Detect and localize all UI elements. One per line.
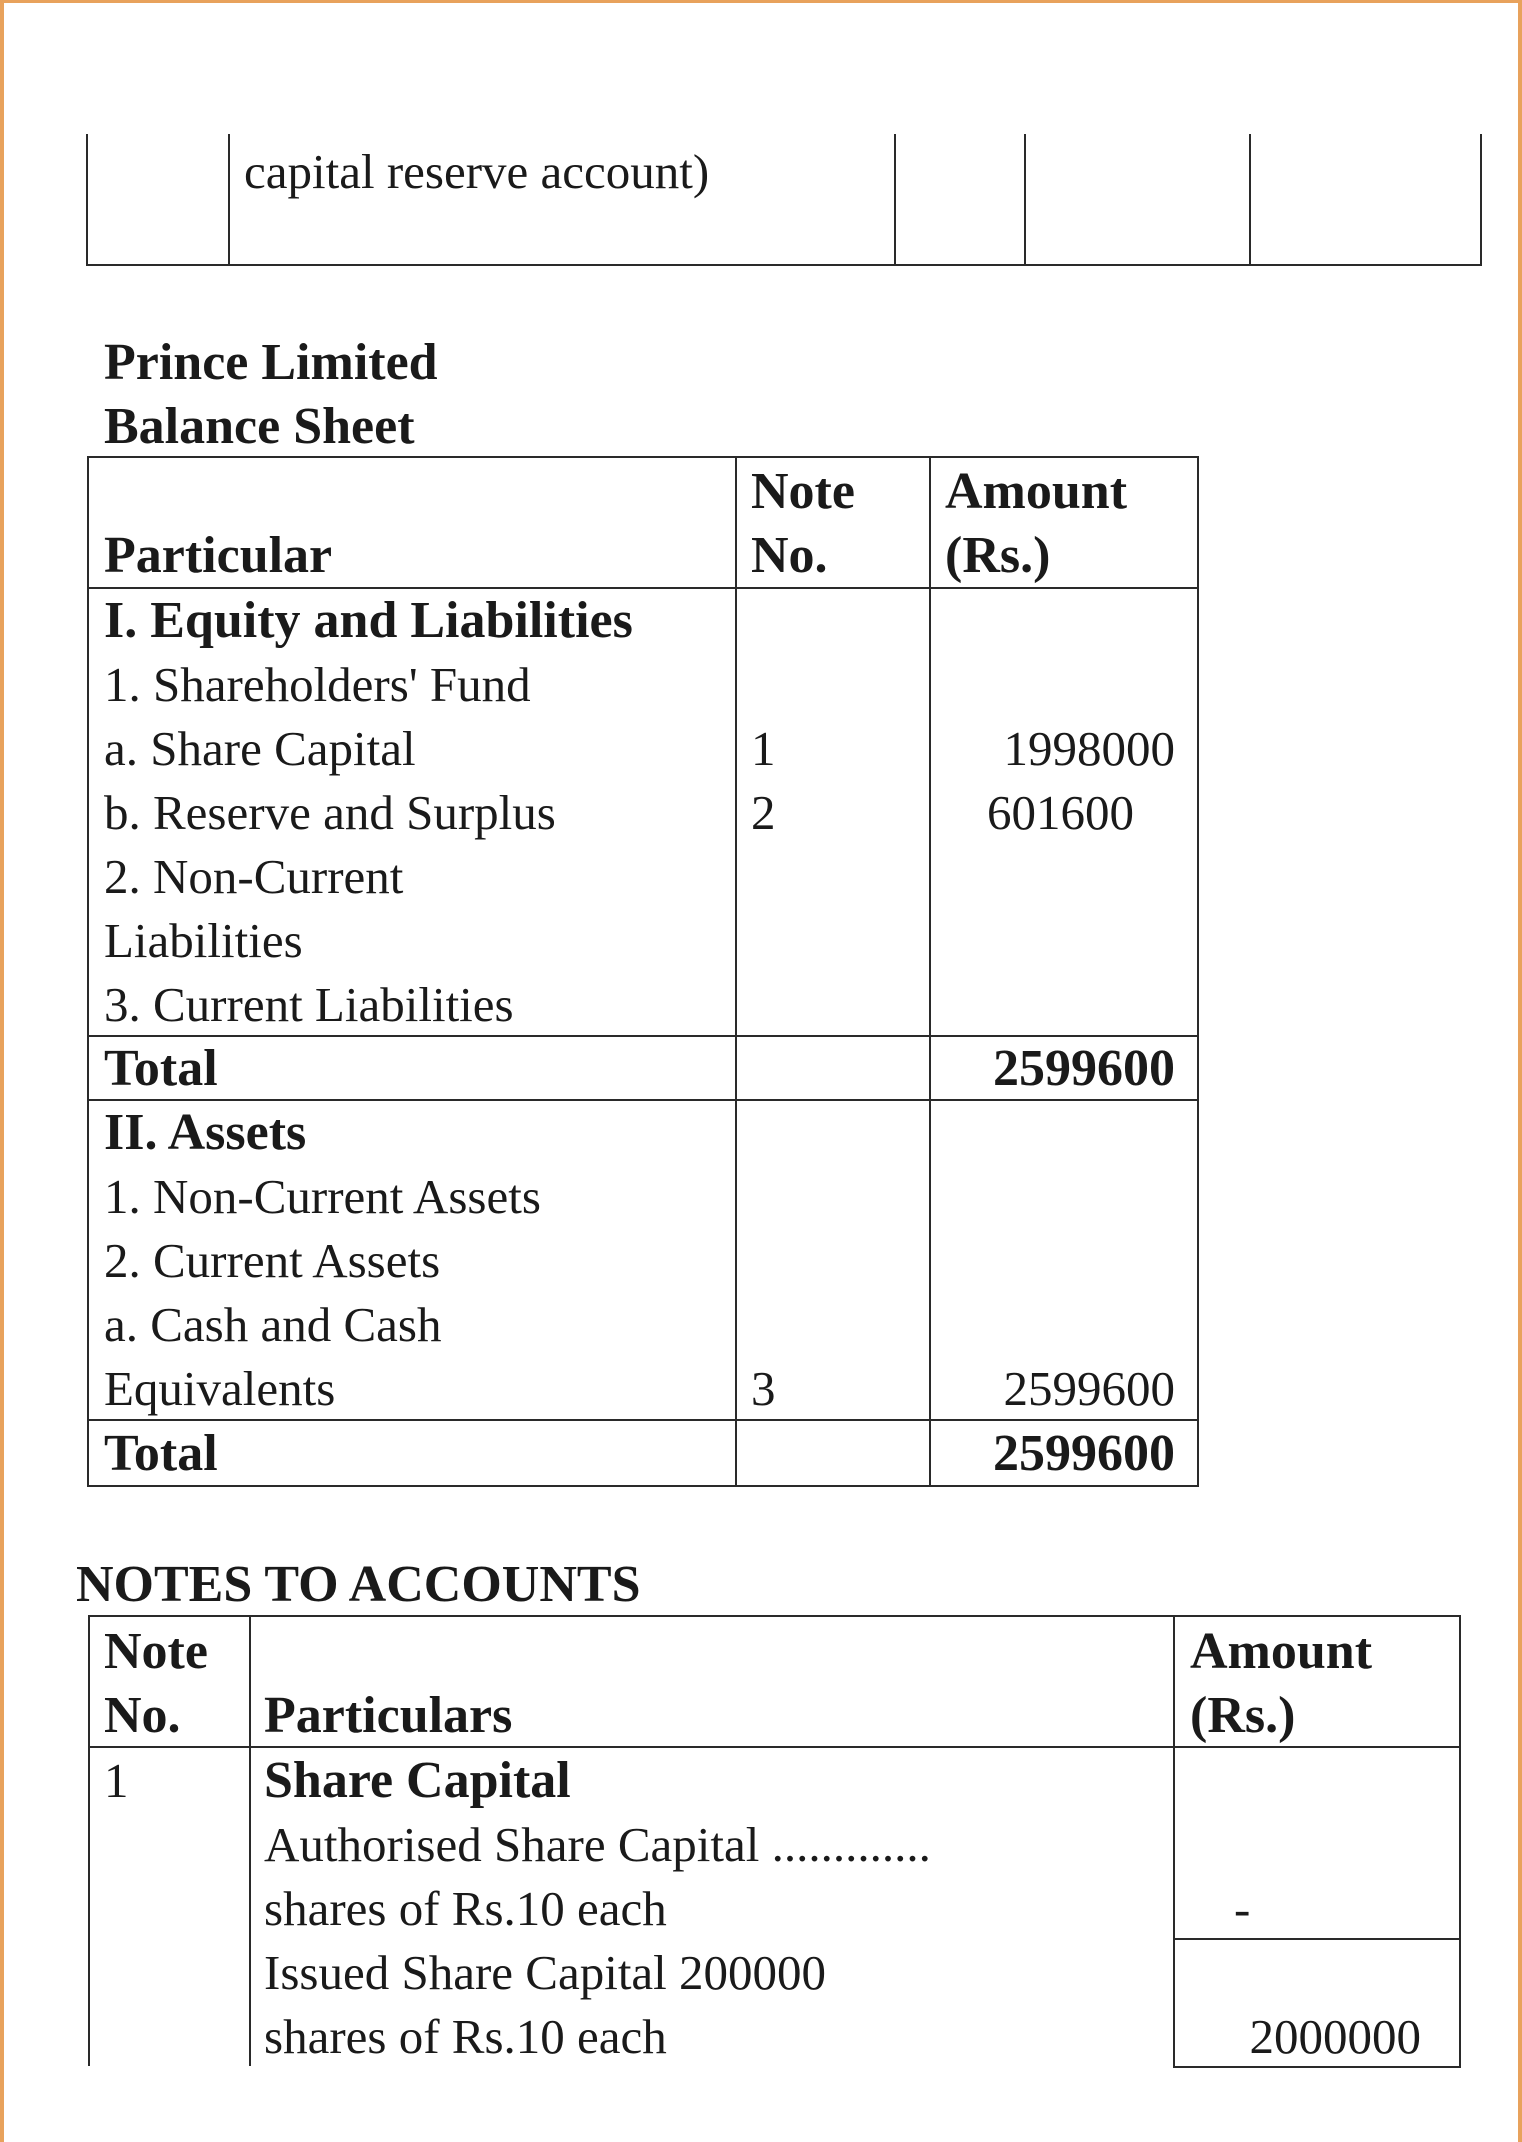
note-1-heading: Share Capital [264,1752,571,1809]
cash-equivalents-note: 3 [751,1361,776,1416]
issued-capital-amount: 2000000 [1249,2009,1421,2064]
notes-title: NOTES TO ACCOUNTS [76,1556,641,1613]
non-current-liabilities-1: 2. Non-Current [104,849,404,904]
reserve-surplus-note: 2 [751,785,776,840]
total-assets-amount: 2599600 [993,1425,1175,1482]
share-capital-amount: 1998000 [1003,721,1175,776]
header-particular: Particular [104,527,333,584]
note-1-number: 1 [104,1753,129,1808]
issued-capital-1: Issued Share Capital 200000 [264,1945,827,2000]
authorised-capital-1: Authorised Share Capital ............. [264,1817,931,1872]
header-amount-2: (Rs.) [945,527,1051,584]
notes-header-amount-1: Amount [1190,1623,1373,1680]
continuation-text: capital reserve account) [244,144,710,199]
current-assets: 2. Current Assets [104,1233,441,1288]
issued-capital-2: shares of Rs.10 each [264,2009,667,2064]
cash-equivalents-2: Equivalents [104,1361,336,1416]
reserve-surplus-amount: 601600 [987,785,1134,840]
non-current-assets: 1. Non-Current Assets [104,1169,541,1224]
header-note-2: No. [751,527,828,584]
notes-header-amount-2: (Rs.) [1190,1687,1296,1744]
share-capital-note: 1 [751,721,776,776]
share-capital-label: a. Share Capital [104,721,416,776]
notes-header-particulars: Particulars [264,1687,513,1744]
section-equity-liabilities: I. Equity and Liabilities [104,592,633,649]
reserve-surplus-label: b. Reserve and Surplus [104,785,556,840]
total-liabilities-label: Total [104,1040,218,1097]
company-name: Prince Limited [104,334,438,391]
shareholders-fund: 1. Shareholders' Fund [104,657,531,712]
non-current-liabilities-2: Liabilities [104,913,303,968]
section-assets: II. Assets [104,1104,307,1161]
notes-header-note-1: Note [104,1623,208,1680]
authorised-capital-amount: - [1234,1881,1251,1936]
total-liabilities-amount: 2599600 [993,1040,1175,1097]
header-note-1: Note [751,463,855,520]
authorised-capital-2: shares of Rs.10 each [264,1881,667,1936]
current-liabilities: 3. Current Liabilities [104,977,514,1032]
cash-equivalents-1: a. Cash and Cash [104,1297,442,1352]
total-assets-label: Total [104,1425,218,1482]
cash-equivalents-amount: 2599600 [1003,1361,1175,1416]
header-amount-1: Amount [945,463,1128,520]
statement-title: Balance Sheet [104,398,415,455]
notes-header-note-2: No. [104,1687,181,1744]
